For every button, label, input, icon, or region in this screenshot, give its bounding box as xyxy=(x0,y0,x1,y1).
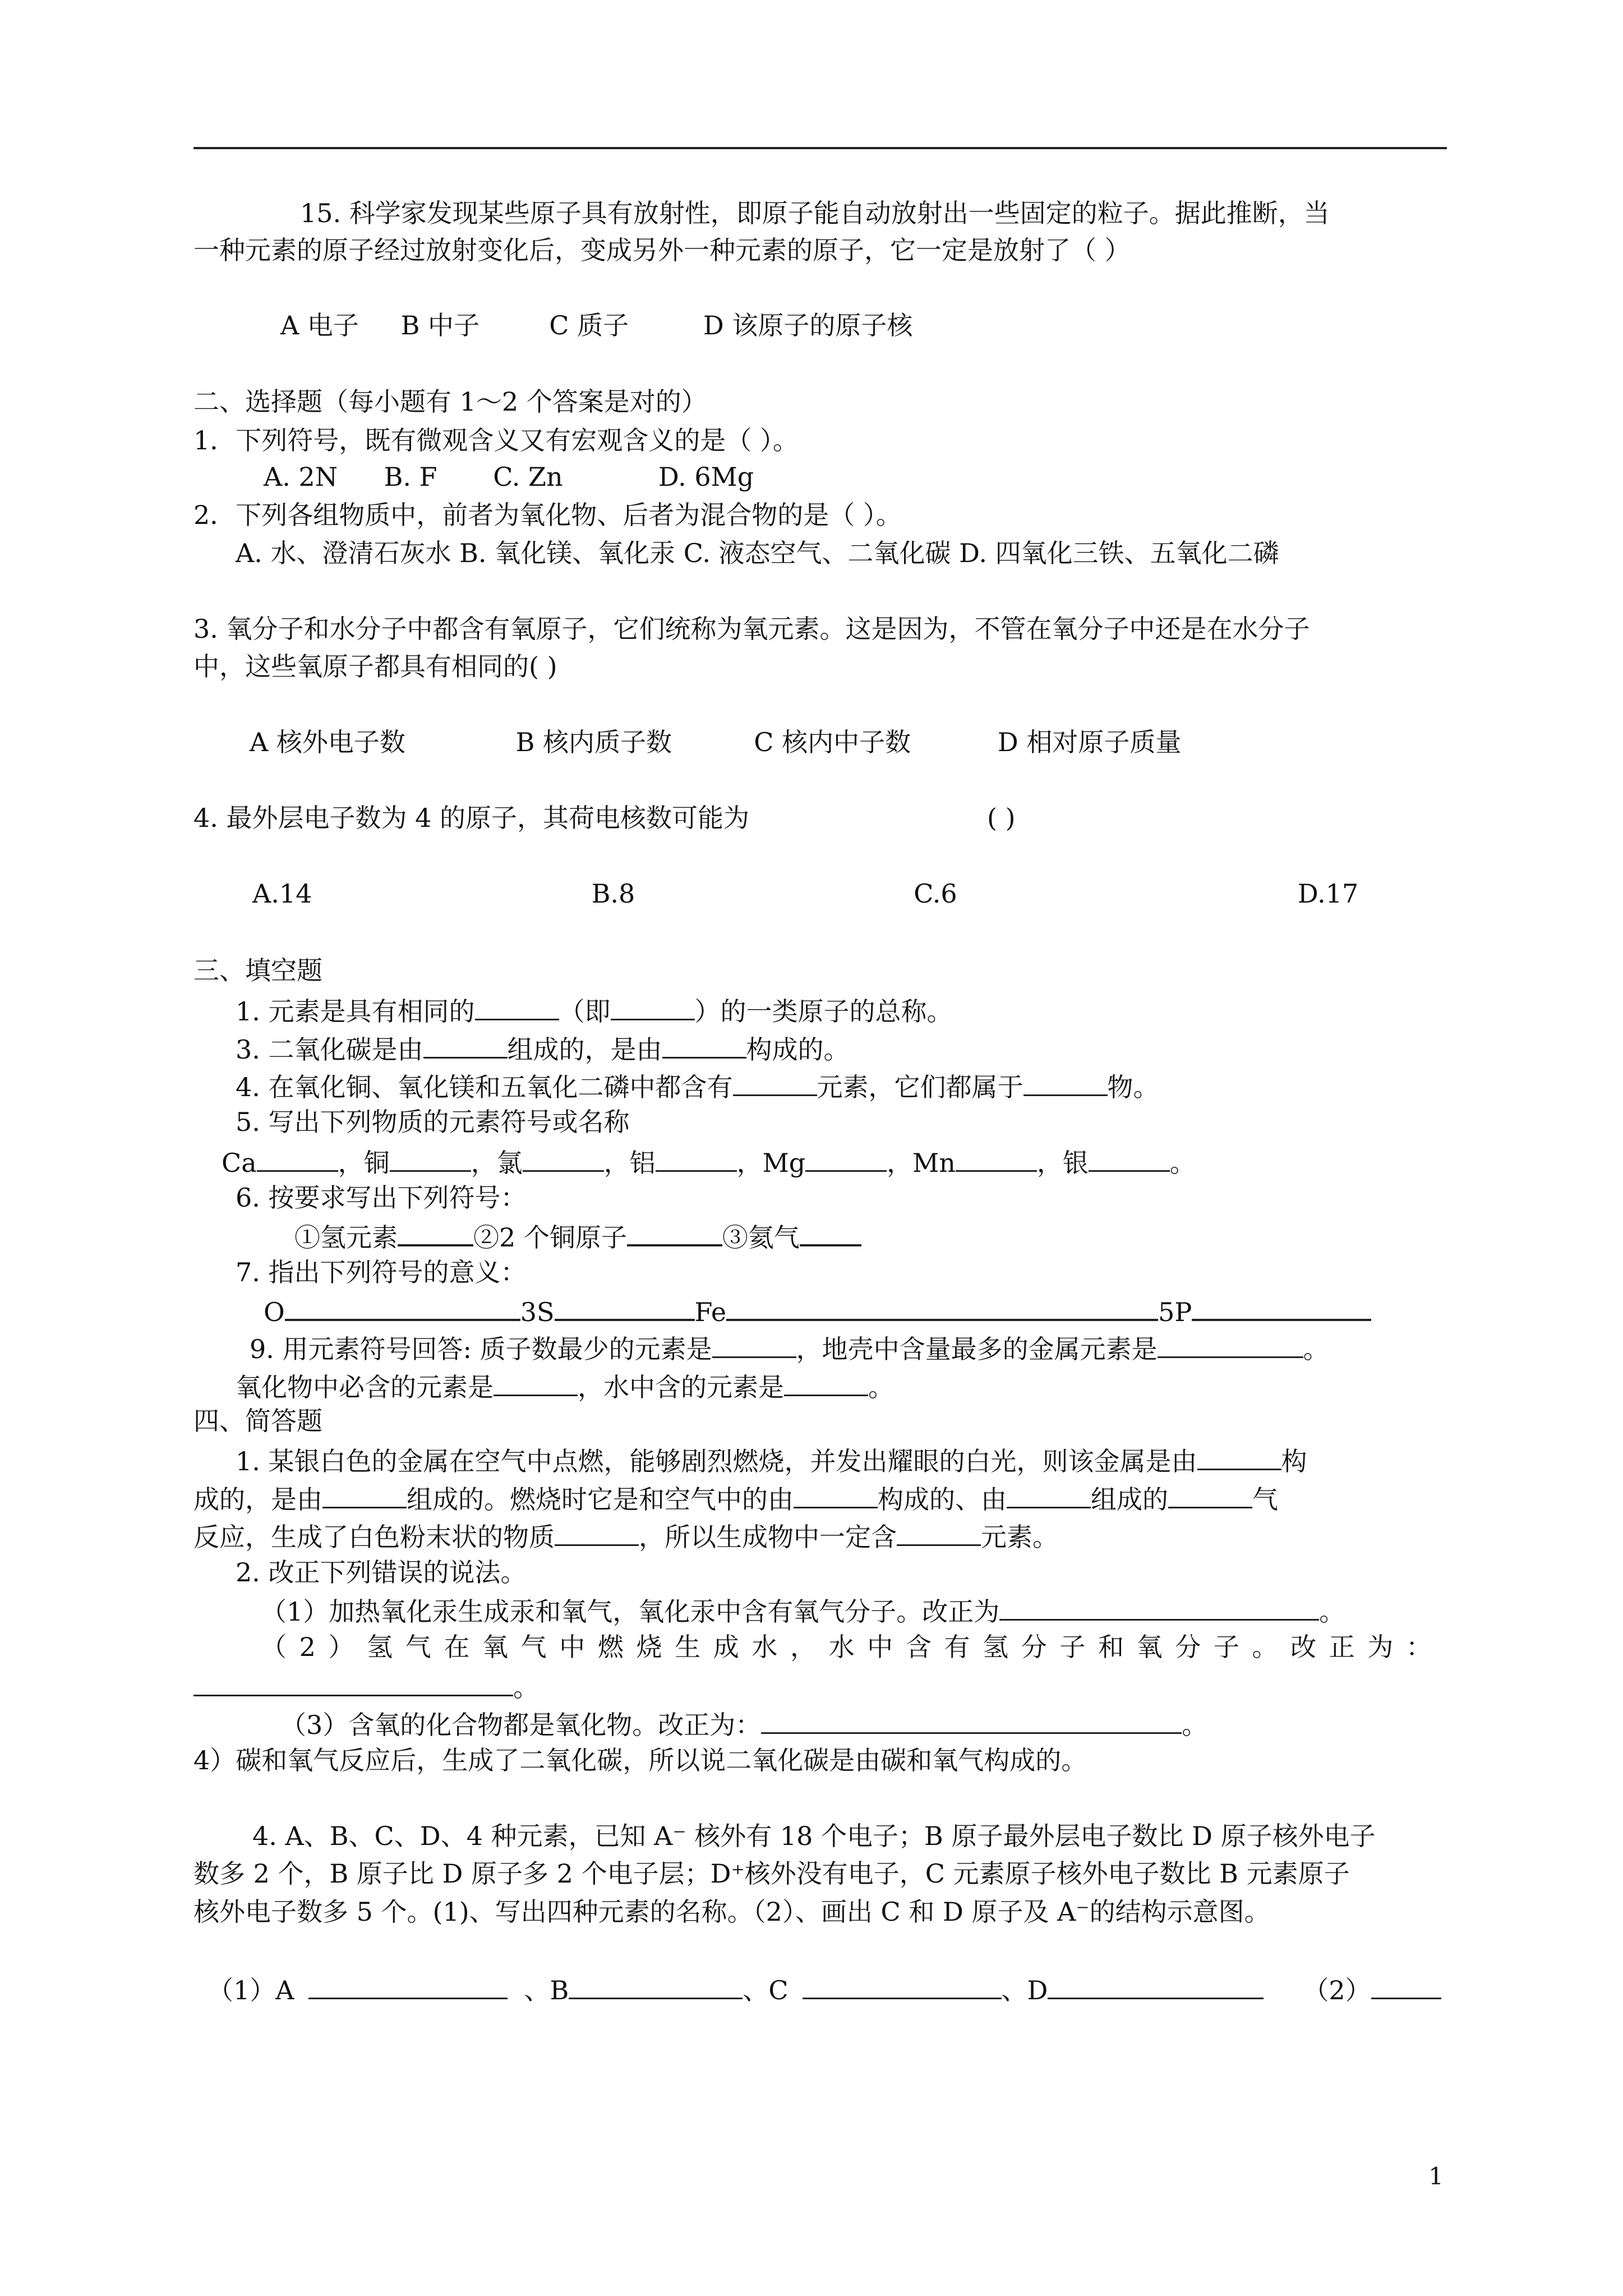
section3-heading: 三、填空题 xyxy=(193,955,322,986)
s3-f9-blank4[interactable] xyxy=(784,1369,868,1396)
q15-options xyxy=(280,310,912,341)
s2-q3-option-b: B 核内质子数 xyxy=(515,727,672,757)
q15-line2: 一种元素的原子经过放射变化后，变成另外一种元素的原子，它一定是放射了（ ） xyxy=(193,235,1131,265)
s3-f9-blank3[interactable] xyxy=(494,1369,578,1396)
s4-s1-blank5[interactable] xyxy=(1168,1481,1252,1508)
s4-s1-blank4[interactable] xyxy=(1007,1481,1091,1508)
s2-q4-option-d: D.17 xyxy=(1297,878,1359,909)
s2-q1-options xyxy=(264,461,754,493)
s4-s1-blank1[interactable] xyxy=(1197,1443,1281,1470)
s4-s1-blank3[interactable] xyxy=(794,1481,878,1508)
s3-f5-blank-mg[interactable] xyxy=(805,1144,887,1172)
s4-s2-title: 2. 改正下列错误的说法。 xyxy=(236,1557,527,1588)
s3-f4-blank2[interactable] xyxy=(1023,1069,1108,1096)
s3-f6-blank3[interactable] xyxy=(800,1218,861,1246)
q15-option-b: B 中子 xyxy=(400,310,480,341)
s3-f7-blank-fe[interactable] xyxy=(726,1293,1158,1321)
s2-q4-option-a: A.14 xyxy=(252,878,312,909)
q15-option-d: D 该原子的原子核 xyxy=(703,310,913,341)
q15-option-c: C 质子 xyxy=(549,310,629,341)
s3-f4-blank1[interactable] xyxy=(733,1069,817,1096)
s3-f5-title: 5. 写出下列物质的元素符号或名称 xyxy=(236,1107,630,1137)
s4-q4-answers: （1）A 、B 、C 、D （2） xyxy=(208,1972,1441,2006)
s4-q4-blank-a[interactable] xyxy=(308,1972,508,1999)
s4-q4-blank-2[interactable] xyxy=(1371,1972,1441,1999)
s2-q4-options xyxy=(252,878,1358,909)
s4-s2-p3: （3）含氧的化合物都是氧化物。改正为： 。 xyxy=(280,1706,1207,1741)
s3-f3: 3. 二氧化碳是由 组成的，是由 构成的。 xyxy=(236,1031,850,1065)
s3-f6-blank1[interactable] xyxy=(398,1218,473,1246)
s3-f5-blank-ag[interactable] xyxy=(1089,1144,1170,1172)
s4-s1-blank2[interactable] xyxy=(322,1481,407,1508)
page-number: 1 xyxy=(1428,2162,1444,2190)
s2-q3-line1: 3. 氧分子和水分子中都含有氧原子，它们统称为氧元素。这是因为，不管在氧分子中还是在水分子 xyxy=(193,614,1310,644)
s3-f6-items: ①氢元素 ②2 个铜原子 ③氦气 xyxy=(294,1218,861,1253)
s4-s2-p2: （2）氢气在氧气中燃烧生成水，水中含有氢分子和氧分子。改正为： xyxy=(261,1632,1433,1662)
s2-q4-option-c: C.6 xyxy=(914,878,957,909)
s3-f3-blank2[interactable] xyxy=(662,1031,746,1059)
s4-s2-p2-answer: 。 xyxy=(193,1669,539,1703)
s4-s2-p2-blank[interactable] xyxy=(193,1669,513,1696)
s3-f9-line1: 9. 用元素符号回答: 质子数最少的元素是 ，地壳中含量最多的金属元素是 。 xyxy=(250,1331,1329,1365)
s2-q4-option-b: B.8 xyxy=(591,878,635,909)
s2-q3-option-a: A 核外电子数 xyxy=(250,727,405,757)
s3-f7-blank-5p[interactable] xyxy=(1192,1293,1371,1321)
s2-q1-option-a: A. 2N xyxy=(264,462,338,492)
s2-q1-option-b: B. F xyxy=(384,462,437,492)
s3-f9-blank1[interactable] xyxy=(712,1331,796,1358)
s2-q1-option-d: D. 6Mg xyxy=(658,462,754,492)
header-rule xyxy=(193,147,1447,149)
s3-f6-blank2[interactable] xyxy=(627,1218,722,1246)
s4-q4-line1: 4. A、B、C、D、4 种元素，已知 A⁻ 核外有 18 个电子；B 原子最外层电子数比 D 原子核外电子 xyxy=(252,1821,1376,1851)
s4-s2-p4: 4）碳和氧气反应后，生成了二氧化碳，所以说二氧化碳是由碳和氧气构成的。 xyxy=(193,1745,1087,1775)
s2-q3-option-c: C 核内中子数 xyxy=(754,727,911,757)
s4-s1-blank7[interactable] xyxy=(897,1519,981,1546)
s3-f6-title: 6. 按要求写出下列符号： xyxy=(236,1182,527,1213)
s4-q4-blank-c[interactable] xyxy=(803,1972,1002,1999)
s3-f5-blank-mn[interactable] xyxy=(956,1144,1037,1172)
s3-f5-blank-al[interactable] xyxy=(656,1144,737,1172)
s3-f3-blank1[interactable] xyxy=(423,1031,508,1059)
s2-q2-options: A. 水、澄清石灰水 B. 氧化镁、氧化汞 C. 液态空气、二氧化碳 D. 四氧化三铁、五氧化二磷 xyxy=(236,538,1279,568)
s3-f9-blank2[interactable] xyxy=(1158,1331,1303,1358)
s4-s2-p3-blank[interactable] xyxy=(761,1706,1182,1734)
s3-f7-blank-o[interactable] xyxy=(285,1293,520,1321)
s3-f7-blank-3s[interactable] xyxy=(555,1293,695,1321)
q15-line1: 15. 科学家发现某些原子具有放射性，即原子能自动放射出一些固定的粒子。据此推断，当 xyxy=(300,198,1330,228)
s3-f5-items: Ca ，铜 ，氯 ，铝 ，Mg ，Mn ，银 。 xyxy=(222,1144,1196,1179)
s4-q4-blank-d[interactable] xyxy=(1048,1972,1264,1999)
s4-s2-p1-blank[interactable] xyxy=(999,1593,1319,1621)
s2-q1-option-c: C. Zn xyxy=(493,462,563,492)
s3-f9-line2: 氧化物中必含的元素是 ，水中含的元素是 。 xyxy=(236,1369,894,1403)
s2-q3-options xyxy=(250,726,1181,758)
s3-f1-blank1[interactable] xyxy=(475,993,559,1020)
q15-option-a: A 电子 xyxy=(280,310,359,341)
s4-s2-p1: （1）加热氧化汞生成汞和氧气，氧化汞中含有氧气分子。改正为 。 xyxy=(261,1593,1345,1627)
s2-q3-option-d: D 相对原子质量 xyxy=(997,727,1182,757)
s4-s1-blank6[interactable] xyxy=(555,1519,639,1546)
s3-f1-blank2[interactable] xyxy=(611,993,695,1020)
s4-q4-line3: 核外电子数多 5 个。(1)、写出四种元素的名称。（2）、画出 C 和 D 原子及 A⁻的结构示意图。 xyxy=(193,1897,1270,1927)
s2-q3-line2: 中，这些氧原子都具有相同的( ) xyxy=(193,651,557,682)
s2-q1-stem: 1．下列符号，既有微观含义又有宏观含义的是（ ）。 xyxy=(193,425,799,455)
s4-s1-line2: 成的，是由 组成的。燃烧时它是和空气中的由 构成的、由 组成的 气 xyxy=(193,1481,1278,1515)
s2-q4-paren: ( ) xyxy=(987,803,1016,833)
section2-heading: 二、选择题（每小题有 1～2 个答案是对的） xyxy=(193,386,707,417)
s3-f4: 4. 在氧化铜、氧化镁和五氧化二磷中都含有 元素，它们都属于 物。 xyxy=(236,1069,1159,1103)
section4-heading: 四、简答题 xyxy=(193,1406,322,1436)
s4-s1-line1: 1. 某银白色的金属在空气中点燃，能够剧烈燃烧，并发出耀眼的白光，则该金属是由 构 xyxy=(236,1443,1307,1477)
s3-f5-blank-ca[interactable] xyxy=(257,1144,338,1172)
s4-q4-line2: 数多 2 个，B 原子比 D 原子多 2 个电子层；D⁺核外没有电子，C 元素原子核外电子数比 B 元素原子 xyxy=(193,1858,1350,1889)
s3-f7-title: 7. 指出下列符号的意义： xyxy=(236,1257,527,1287)
s4-q4-blank-b[interactable] xyxy=(569,1972,743,1999)
s2-q4-stem: 4. 最外层电子数为 4 的原子，其荷电核数可能为 xyxy=(193,803,750,833)
s2-q2-stem: 2．下列各组物质中，前者为氧化物、后者为混合物的是（ ）。 xyxy=(193,500,902,530)
s4-s1-line3: 反应，生成了白色粉末状的物质 ，所以生成物中一定含 元素。 xyxy=(193,1519,1058,1553)
s3-f5-blank-cl[interactable] xyxy=(523,1144,604,1172)
s3-f5-blank-cu[interactable] xyxy=(390,1144,471,1172)
s3-f1: 1. 元素是具有相同的 （即 ）的一类原子的总称。 xyxy=(236,993,953,1027)
s3-f7-items: O 3S Fe 5P xyxy=(264,1293,1371,1328)
